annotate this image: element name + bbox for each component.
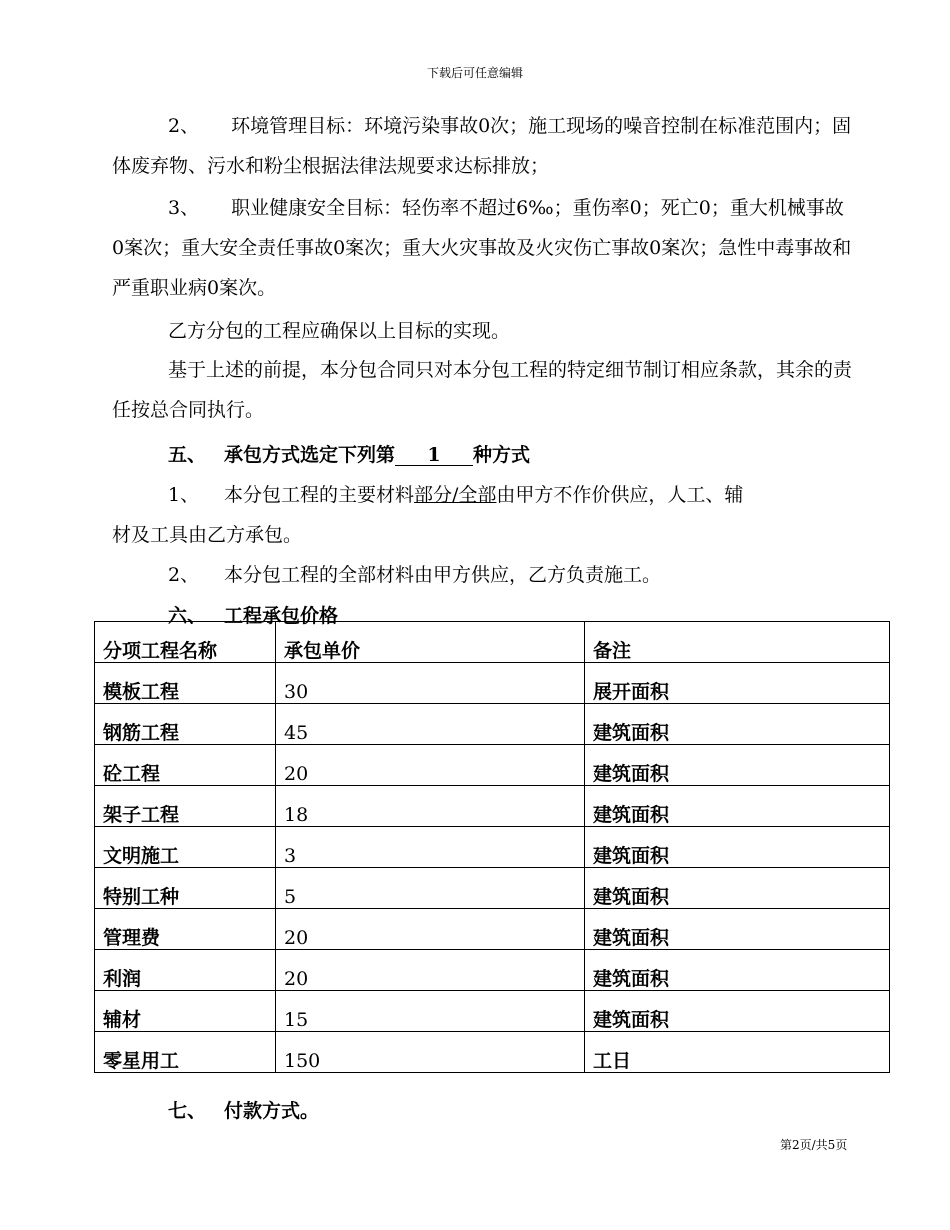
- table-row: [95, 827, 890, 868]
- cell-unit-price: 150: [276, 1032, 585, 1073]
- method-item-2: [168, 560, 661, 587]
- section-title: 工程承包价格: [224, 605, 339, 627]
- cell-item-name: 砼工程: [95, 745, 276, 786]
- goal-environment: [112, 106, 852, 186]
- table-row: [95, 663, 890, 704]
- section-title: 付款方式。: [224, 1100, 320, 1122]
- goal-number: 2、: [168, 115, 200, 137]
- cell-unit-price: 20: [276, 909, 585, 950]
- cell-item-name: 架子工程: [95, 786, 276, 827]
- page-header: 下载后可任意编辑: [426, 66, 523, 80]
- section-number: 六、: [168, 605, 207, 627]
- paragraph-premise: 基于上述的前提，本分包合同只对本分包工程的特定细节制订相应条款，其余的责任按总合同执行。: [112, 359, 853, 421]
- cell-item-name: 零星用工: [95, 1032, 276, 1073]
- table-row: [95, 909, 890, 950]
- table-row: [95, 1032, 890, 1073]
- item-number: 2、: [168, 564, 200, 586]
- section-7-heading: [168, 1096, 319, 1123]
- method-item-1: [168, 480, 743, 507]
- cell-remark: 建筑面积: [585, 786, 890, 827]
- goal-health-safety: [112, 188, 852, 308]
- cell-remark: 建筑面积: [585, 827, 890, 868]
- table-row: [95, 868, 890, 909]
- cell-item-name: 辅材: [95, 991, 276, 1032]
- table-row: [95, 704, 890, 745]
- item-text-pre: 本分包工程的主要材料: [224, 484, 415, 506]
- item-number: 1、: [168, 484, 200, 506]
- table-row: [95, 786, 890, 827]
- cell-item-name: 利润: [95, 950, 276, 991]
- cell-unit-price: 45: [276, 704, 585, 745]
- section-title-pre: 承包方式选定下列第: [224, 444, 396, 466]
- section-5-heading: [168, 440, 530, 467]
- section-title-post: 种方式: [473, 444, 531, 466]
- header-cell-unit-price: 承包单价: [276, 622, 585, 663]
- cell-item-name: 文明施工: [95, 827, 276, 868]
- item-underlined-option: 部分/全部: [414, 484, 497, 506]
- page-footer: 第2页/共5页: [780, 1138, 848, 1152]
- table-row: [95, 991, 890, 1032]
- header-cell-remark: 备注: [585, 622, 890, 663]
- table-row: [95, 745, 890, 786]
- method-choice-blank: 1: [395, 445, 473, 466]
- goal-text: 环境管理目标：环境污染事故0次；施工现场的噪音控制在标准范围内；固体废弃物、污水和粉尘根据法律法规要求达标排放；: [112, 115, 852, 177]
- cell-remark: 工日: [585, 1032, 890, 1073]
- cell-item-name: 模板工程: [95, 663, 276, 704]
- cell-item-name: 钢筋工程: [95, 704, 276, 745]
- cell-unit-price: 20: [276, 950, 585, 991]
- cell-unit-price: 3: [276, 827, 585, 868]
- cell-remark: 建筑面积: [585, 991, 890, 1032]
- cell-remark: 建筑面积: [585, 704, 890, 745]
- table-row: [95, 950, 890, 991]
- item-text-post: 由甲方不作价供应，人工、辅: [496, 484, 744, 506]
- table-header-row: [95, 622, 890, 663]
- header-cell-item: 分项工程名称: [95, 622, 276, 663]
- section-number: 七、: [168, 1100, 207, 1122]
- cell-unit-price: 15: [276, 991, 585, 1032]
- price-table: [94, 621, 890, 1073]
- method-item-1-continued: 材及工具由乙方承包。: [112, 524, 303, 546]
- item-text: 本分包工程的全部材料由甲方供应，乙方负责施工。: [224, 564, 662, 586]
- goal-text: 职业健康安全目标：轻伤率不超过6‰；重伤率0；死亡0；重大机械事故0案次；重大安全责任事故0案次；重大火灾事故及火灾伤亡事故0案次；急性中毒事故和严重职业病0案次。: [112, 197, 852, 299]
- cell-unit-price: 5: [276, 868, 585, 909]
- cell-unit-price: 18: [276, 786, 585, 827]
- cell-remark: 建筑面积: [585, 745, 890, 786]
- cell-item-name: 特别工种: [95, 868, 276, 909]
- cell-remark: 建筑面积: [585, 868, 890, 909]
- paragraph-ensure-goals: 乙方分包的工程应确保以上目标的实现。: [168, 320, 511, 342]
- cell-unit-price: 20: [276, 745, 585, 786]
- cell-item-name: 管理费: [95, 909, 276, 950]
- cell-unit-price: 30: [276, 663, 585, 704]
- cell-remark: 建筑面积: [585, 950, 890, 991]
- cell-remark: 建筑面积: [585, 909, 890, 950]
- cell-remark: 展开面积: [585, 663, 890, 704]
- section-number: 五、: [168, 444, 207, 466]
- goal-number: 3、: [168, 197, 200, 219]
